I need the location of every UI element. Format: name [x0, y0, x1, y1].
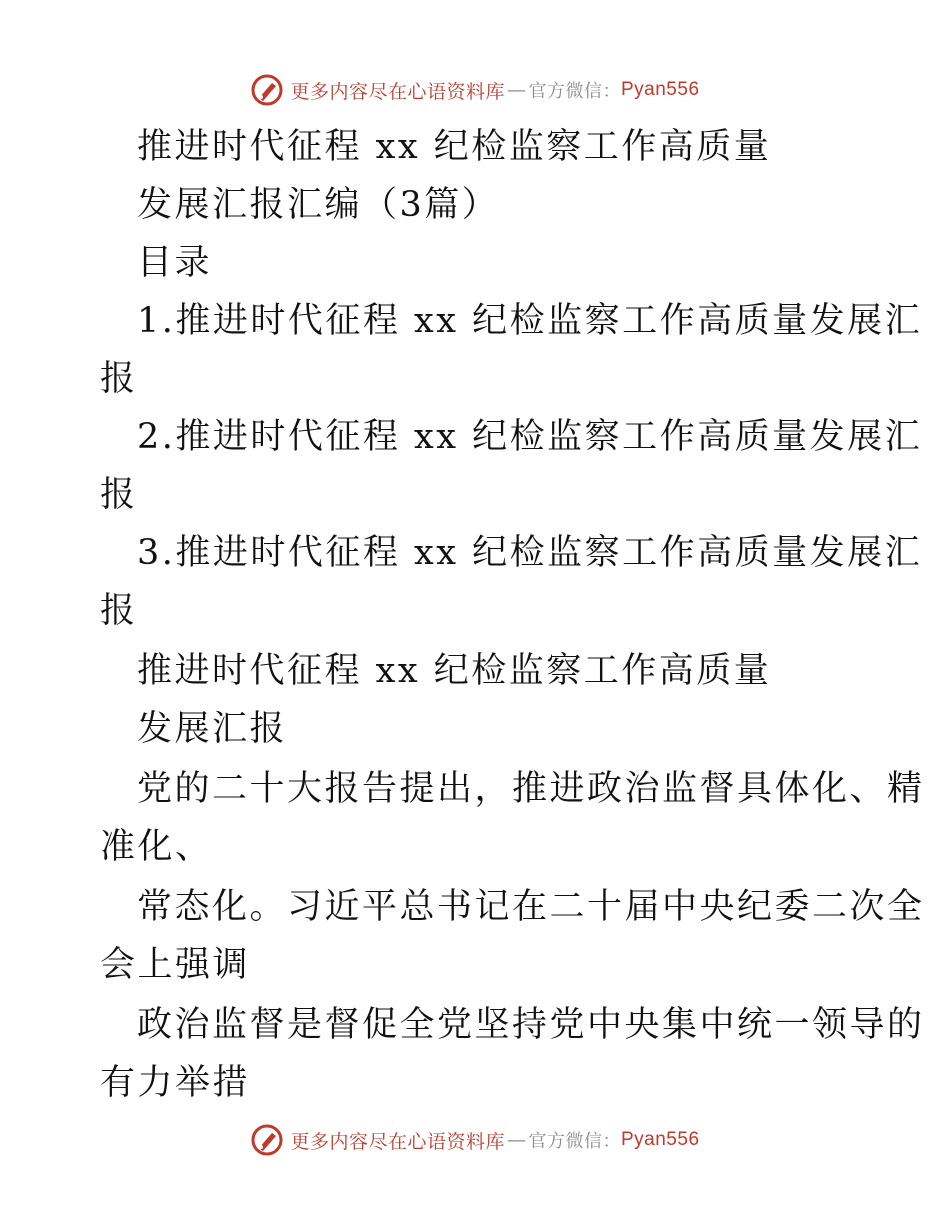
- banner-prefix: 更多内容尽在心语资料库: [290, 1130, 505, 1153]
- toc-item-3: 3.推进时代征程 xx 纪检监察工作高质量发展汇: [137, 533, 923, 573]
- toc-heading: 目录: [137, 243, 213, 283]
- toc-item-2: 2.推进时代征程 xx 纪检监察工作高质量发展汇: [137, 417, 923, 457]
- doc-title-line-1: 推进时代征程 xx 纪检监察工作高质量: [137, 127, 772, 167]
- toc-item-1: 1.推进时代征程 xx 纪检监察工作高质量发展汇: [137, 301, 923, 341]
- toc-item-3-cont: 报: [100, 591, 138, 631]
- section-title-line-1: 推进时代征程 xx 纪检监察工作高质量: [137, 651, 772, 691]
- banner-handle: Pyan556: [621, 79, 700, 100]
- paragraph-line: 常态化。习近平总书记在二十届中央纪委二次全: [137, 887, 925, 927]
- paragraph-line: 有力举措: [100, 1063, 251, 1103]
- banner-prefix: 更多内容尽在心语资料库: [290, 80, 505, 103]
- doc-title-line-2: 发展汇报汇编（3篇）: [137, 185, 500, 225]
- toc-item-2-cont: 报: [100, 475, 138, 515]
- paragraph-line: 党的二十大报告提出，推进政治监督具体化、精: [137, 769, 925, 809]
- banner-handle: Pyan556: [621, 1129, 700, 1150]
- banner-dash: —: [507, 79, 527, 101]
- paragraph-line: 准化、: [100, 827, 213, 867]
- pen-logo-icon: [250, 1123, 284, 1157]
- pen-logo-icon: [250, 73, 284, 107]
- header-banner: [0, 70, 950, 110]
- paragraph-line: 会上强调: [100, 945, 251, 985]
- section-title-line-2: 发展汇报: [137, 709, 288, 749]
- toc-item-1-cont: 报: [100, 359, 138, 399]
- banner-middle: 官方微信：: [528, 1131, 621, 1152]
- paragraph-line: 政治监督是督促全党坚持党中央集中统一领导的: [137, 1005, 925, 1045]
- banner-dash: —: [507, 1129, 527, 1151]
- banner-middle: 官方微信：: [528, 81, 621, 102]
- footer-banner: [0, 1120, 950, 1160]
